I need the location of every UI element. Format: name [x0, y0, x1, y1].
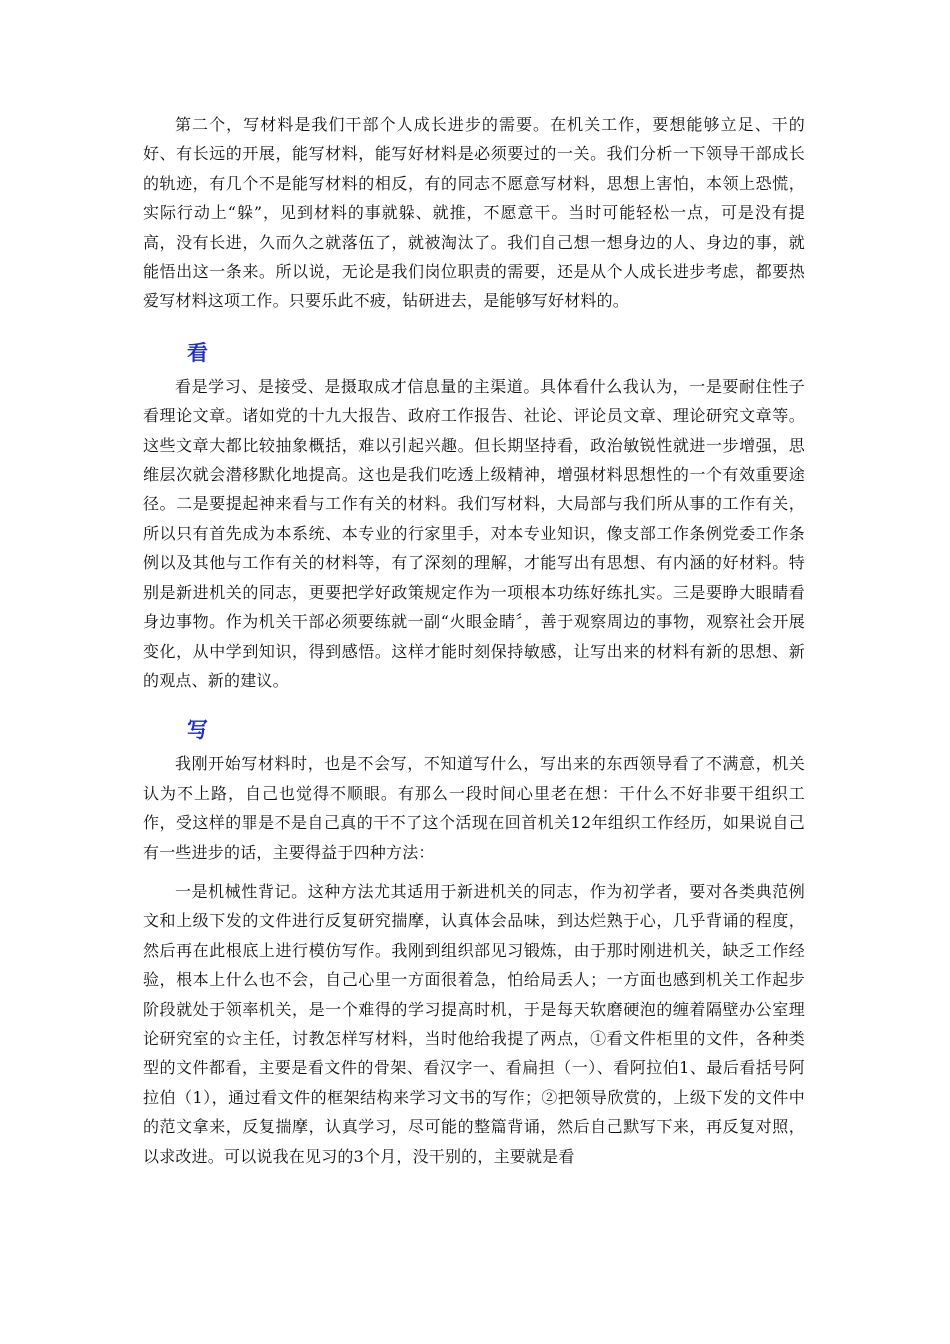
document-body	[143, 110, 805, 1171]
paragraph-xie-intro: 我刚开始写材料时，也是不会写，不知道写什么，写出来的东西领导看了不满意，机关认为不上路，自己也觉得不顺眼。有那么一段时间心里老在想：干什么不好非要干组织工作，受这样的罪是不是自己真的干不了这个活现在回首机关12年组织工作经历，如果说自己有一些进步的话，主要得益于四种方法：	[143, 754, 805, 862]
paragraph-kan-reading: 看是学习、是接受、是摄取成才信息量的主渠道。具体看什么我认为，一是要耐住性子看理论文章。诸如党的十九大报告、政府工作报告、社论、评论员文章、理论研究文章等。这些文章大都比较抽象概括，难以引起兴趣。但长期坚持看，政治敏锐性就进一步增强，思维层次就会潜移默化地提高。这也是我们吃透上级精神，增强材料思想性的一个有效重要途径。二是要提起神来看与工作有关的材料。我们写材料，大局部与我们所从事的工作有关，所以只有首先成为本系统、本专业的行家里手，对本专业知识，像支部工作条例党委工作条例以及其他与工作有关的材料等，有了深刻的理解，才能写出有思想、有内涵的好材料。特别是新进机关的同志，更要把学好政策规定作为一项根本功练好练扎实。三是要睁大眼睛看身边事物。作为机关干部必须要练就一副“火眼金睛〞，善于观察周边的事物，观察社会开展变化，从中学到知识，得到感悟。这样才能时刻保持敏感，让写出来的材料有新的思想、新的观点、新的建议。	[143, 376, 805, 690]
paragraph-mechanical-recitation: 一是机械性背记。这种方法尤其适用于新进机关的同志，作为初学者，要对各类典范例文和上级下发的文件进行反复研究揣摩，认真体会品味，到达烂熟于心，几乎背诵的程度，然后再在此根底上进行模仿写作。我刚到组织部见习锻炼，由于那时刚进机关，缺乏工作经验，根本上什么也不会，自己心里一方面很着急，怕给局丢人；一方面也感到机关工作起步阶段就处于领率机关，是一个难得的学习提高时机，于是每天软磨硬泡的缠着隔壁办公室理论研究室的☆主任，讨教怎样写材料，当时他给我提了两点，①看文件柜里的文件，各种类型的文件都看，主要是看文件的骨架、看汉字一、看扁担（一）、看阿拉伯1、最后看括号阿拉伯（1），通过看文件的框架结构来学习文书的写作；②把领导欣赏的，上级下发的文件中的范文拿来，反复揣摩，认真学习，尽可能的整篇背诵，然后自己默写下来，再反复对照，以求改进。可以说我在见习的3个月，没干别的，主要就是看	[143, 881, 805, 1166]
paragraph-growth-need: 第二个，写材料是我们干部个人成长进步的需要。在机关工作，要想能够立足、干的好、有长远的开展，能写材料，能写好材料是必须要过的一关。我们分析一下领导干部成长的轨迹，有几个不是能写材料的相反，有的同志不愿意写材料，思想上害怕，本领上恐慌，实际行动上“躲”，见到材料的事就躲、就推，不愿意干。当时可能轻松一点，可是没有提高，没有长进，久而久之就落伍了，就被淘汰了。我们自己想一想身边的人、身边的事，就能悟出这一条来。所以说，无论是我们岗位职责的需要，还是从个人成长进步考虑，都要热爱写材料这项工作。只要乐此不疲，钻研进去，是能够写好材料的。	[143, 115, 805, 311]
section-heading-xie: 写	[187, 718, 208, 743]
section-heading-kan: 看	[187, 340, 208, 365]
